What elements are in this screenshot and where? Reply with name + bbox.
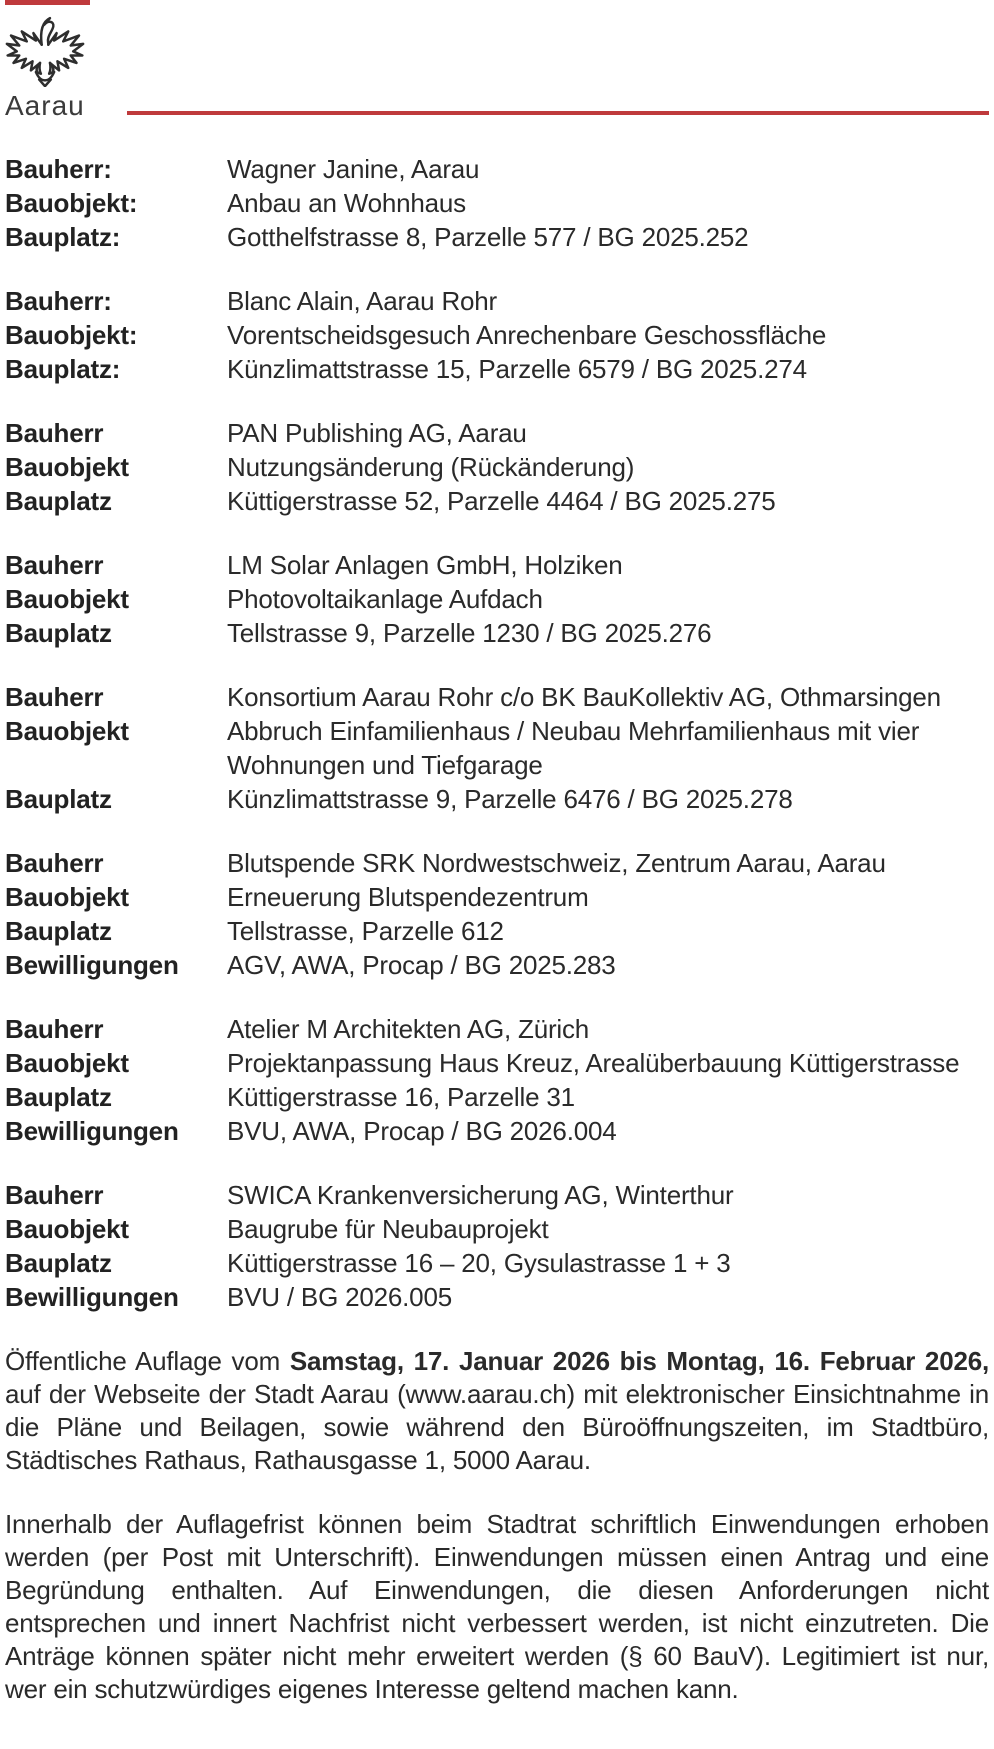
entry-value: Erneuerung Blutspendezentrum [227, 882, 589, 912]
entry-label: Bauherr: [5, 286, 112, 316]
entry-label: Bauplatz [5, 1082, 112, 1112]
entry-value: Tellstrasse 9, Parzelle 1230 / BG 2025.276 [227, 618, 712, 648]
entry-value: Konsortium Aarau Rohr c/o BK BauKollektiv AG, Othmarsingen [227, 682, 941, 712]
entry-value: Anbau an Wohnhaus [227, 188, 466, 218]
entry-label: Bauherr [5, 1180, 104, 1210]
entry-label: Bauobjekt [5, 1214, 129, 1244]
entry-value: SWICA Krankenversicherung AG, Winterthur [227, 1180, 734, 1210]
entry-row [5, 1046, 989, 1080]
entry-row [5, 714, 989, 782]
entry-row [5, 616, 989, 650]
entry-label: Bauplatz [5, 486, 112, 516]
entry-row [5, 284, 989, 318]
entry-value: Künzlimattstrasse 9, Parzelle 6476 / BG 2025.278 [227, 784, 793, 814]
entry-label: Bewilligungen [5, 1282, 179, 1312]
entry-value: Künzlimattstrasse 15, Parzelle 6579 / BG 2025.274 [227, 354, 807, 384]
entry-label: Bauplatz [5, 916, 112, 946]
entry-value: Küttigerstrasse 16 – 20, Gysulastrasse 1 + 3 [227, 1248, 731, 1278]
entry-label: Bauobjekt: [5, 188, 138, 218]
entry-value: Küttigerstrasse 52, Parzelle 4464 / BG 2025.275 [227, 486, 776, 516]
entry-value: BVU, AWA, Procap / BG 2026.004 [227, 1116, 617, 1146]
entry-row [5, 1178, 989, 1212]
entry-value: BVU / BG 2026.005 [227, 1282, 452, 1312]
entry-label: Bauherr [5, 682, 104, 712]
entry-value: PAN Publishing AG, Aarau [227, 418, 527, 448]
entry-block [5, 152, 989, 254]
entry-block [5, 548, 989, 650]
entry-value: Projektanpassung Haus Kreuz, Arealüberbauung Küttigerstrasse [227, 1048, 960, 1078]
entry-value: Nutzungsänderung (Rückänderung) [227, 452, 635, 482]
entry-block [5, 1012, 989, 1148]
entry-row [5, 582, 989, 616]
entry-block [5, 846, 989, 982]
entry-block [5, 416, 989, 518]
entry-row [5, 680, 989, 714]
entries-list [5, 152, 989, 1314]
logo-wordmark: Aarau [5, 90, 85, 121]
entry-value: AGV, AWA, Procap / BG 2025.283 [227, 950, 616, 980]
public-display-notice-suffix: auf der Webseite der Stadt Aarau (www.aarau.ch) mit elektronischer Einsichtnahme in die Pläne und Beilagen, sowie während den Büroöffnungszeiten, im Stadtbüro, Städtisches Rathaus, Rathausgasse 1, 5000 Aarau. [5, 1379, 989, 1475]
logo-top-red-bar [5, 0, 90, 5]
entry-row [5, 782, 989, 816]
entry-value: Abbruch Einfamilienhaus / Neubau Mehrfamilienhaus mit vier Wohnungen und Tiefgarage [227, 716, 920, 780]
entry-row [5, 484, 989, 518]
entry-value: Blutspende SRK Nordwestschweiz, Zentrum Aarau, Aarau [227, 848, 886, 878]
entry-row [5, 318, 989, 352]
public-display-notice [5, 1345, 989, 1477]
entry-row [5, 1280, 989, 1314]
entry-value: Photovoltaikanlage Aufdach [227, 584, 543, 614]
entry-row [5, 152, 989, 186]
entry-row [5, 352, 989, 386]
entry-row [5, 220, 989, 254]
entry-label: Bauherr [5, 848, 104, 878]
entry-row [5, 948, 989, 982]
entry-value: Baugrube für Neubauprojekt [227, 1214, 549, 1244]
entry-row [5, 1114, 989, 1148]
entry-row [5, 1212, 989, 1246]
entry-label: Bauobjekt [5, 1048, 129, 1078]
entry-label: Bauobjekt [5, 882, 129, 912]
entry-row [5, 416, 989, 450]
entry-label: Bauobjekt [5, 584, 129, 614]
entry-row [5, 914, 989, 948]
entry-label: Bauplatz [5, 1248, 112, 1278]
entry-label: Bauobjekt: [5, 320, 138, 350]
objection-procedure-notice: Innerhalb der Auflagefrist können beim Stadtrat schriftlich Einwendungen erhoben werden (per Post mit Unterschrift). Einwendungen müssen einen Antrag und eine Begründung enthalten. Auf Einwendungen, die diesen Anforderungen nicht entsprechen und innert Nachfrist nicht verbessert werden, ist nicht einzutreten. Die Anträge können später nicht mehr erweitert werden (§ 60 BauV). Legitimiert ist nur, wer ein schutzwürdiges eigenes Interesse geltend machen kann. [5, 1509, 989, 1704]
entry-value: Wagner Janine, Aarau [227, 154, 480, 184]
public-display-notice-prefix: Öffentliche Auflage vom [5, 1346, 290, 1376]
header-divider-line [127, 111, 989, 115]
entry-row [5, 1012, 989, 1046]
entry-row [5, 880, 989, 914]
entry-value: Tellstrasse, Parzelle 612 [227, 916, 504, 946]
entry-block [5, 284, 989, 386]
entry-label: Bauplatz: [5, 222, 121, 252]
entry-block [5, 1178, 989, 1314]
entry-value: LM Solar Anlagen GmbH, Holziken [227, 550, 623, 580]
entry-label: Bauobjekt [5, 452, 129, 482]
entry-row [5, 450, 989, 484]
aarau-city-logo [5, 0, 105, 121]
entry-label: Bauherr [5, 550, 104, 580]
entry-label: Bauherr [5, 1014, 104, 1044]
entry-label: Bewilligungen [5, 950, 179, 980]
entry-label: Bauplatz [5, 618, 112, 648]
entry-label: Bauherr [5, 418, 104, 448]
entry-value: Blanc Alain, Aarau Rohr [227, 286, 498, 316]
entry-label: Bauplatz: [5, 354, 121, 384]
entry-value: Küttigerstrasse 16, Parzelle 31 [227, 1082, 575, 1112]
entry-row [5, 548, 989, 582]
public-display-period-bold: Samstag, 17. Januar 2026 bis Montag, 16. Februar 2026, [289, 1346, 989, 1376]
entry-row [5, 1080, 989, 1114]
entry-value: Vorentscheidsgesuch Anrechenbare Geschossfläche [227, 320, 827, 350]
entry-label: Bauplatz [5, 784, 112, 814]
entry-block [5, 680, 989, 816]
entry-label: Bauobjekt [5, 716, 129, 746]
entry-label: Bewilligungen [5, 1116, 179, 1146]
entry-row [5, 1246, 989, 1280]
entry-value: Gotthelfstrasse 8, Parzelle 577 / BG 2025.252 [227, 222, 749, 252]
eagle-icon [5, 14, 85, 87]
entry-row [5, 186, 989, 220]
entry-row [5, 846, 989, 880]
page-header [5, 0, 989, 121]
entry-value: Atelier M Architekten AG, Zürich [227, 1014, 590, 1044]
entry-label: Bauherr: [5, 154, 112, 184]
